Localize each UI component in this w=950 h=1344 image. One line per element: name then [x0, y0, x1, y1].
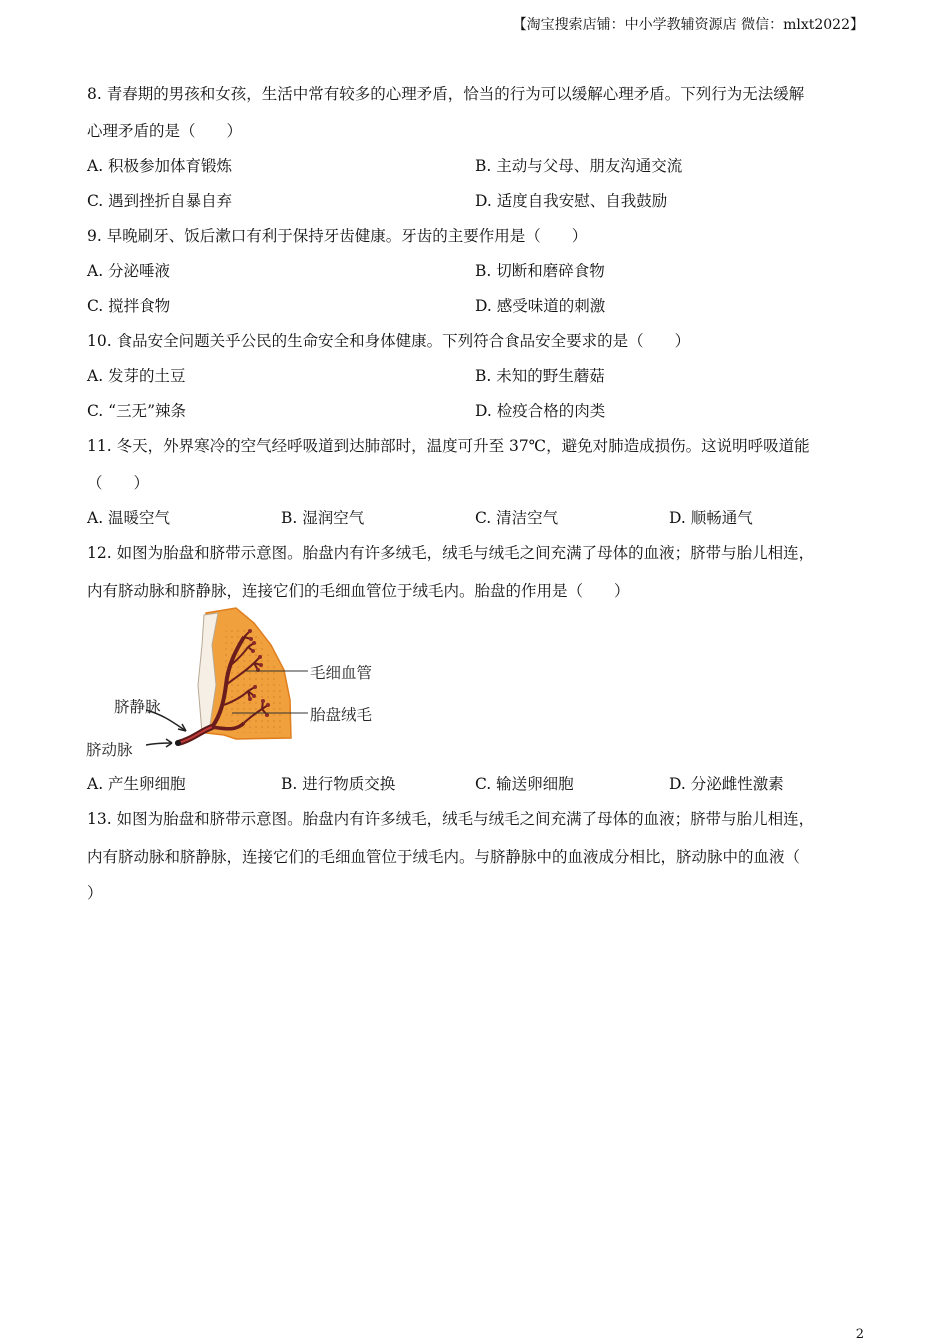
placenta-umbilical-figure — [86, 605, 396, 765]
q8-stem-line1: 8. 青春期的男孩和女孩，生活中常有较多的心理矛盾，恰当的行为可以缓解心理矛盾。下列行为无法缓解 — [87, 85, 805, 103]
q8-option-c: C. 遇到挫折自暴自弃 — [87, 192, 233, 210]
q8-option-d: D. 适度自我安慰、自我鼓励 — [475, 192, 668, 210]
q11-option-a: A. 温暖空气 — [87, 509, 171, 527]
q10-option-a: A. 发芽的土豆 — [87, 367, 186, 385]
label-umbilical-artery: 脐动脉 — [86, 741, 133, 759]
q11-stem-line1: 11. 冬天，外界寒冷的空气经呼吸道到达肺部时，温度可升至 37℃，避免对肺造成损伤。这说明呼吸道能 — [87, 437, 810, 455]
label-umbilical-vein: 脐静脉 — [114, 698, 161, 716]
page-number: 2 — [855, 1327, 864, 1342]
q11-stem-line2: （ ） — [87, 474, 150, 492]
q11-option-c: C. 清洁空气 — [475, 509, 559, 527]
q10-option-b: B. 未知的野生蘑菇 — [475, 367, 605, 385]
q9-option-c: C. 搅拌食物 — [87, 297, 171, 315]
q12-stem-line1: 12. 如图为胎盘和脐带示意图。胎盘内有许多绒毛，绒毛与绒毛之间充满了母体的血液；脐带与胎儿相连， — [87, 544, 815, 562]
q9-option-b: B. 切断和磨碎食物 — [475, 262, 605, 280]
q8-option-b: B. 主动与父母、朋友沟通交流 — [475, 157, 683, 175]
label-villi: 胎盘绒毛 — [310, 706, 373, 724]
q12-option-d: D. 分泌雌性激素 — [669, 775, 784, 793]
q12-option-a: A. 产生卵细胞 — [87, 775, 186, 793]
q10-stem: 10. 食品安全问题关乎公民的生命安全和身体健康。下列符合食品安全要求的是（ ） — [87, 332, 691, 350]
q11-option-d: D. 顺畅通气 — [669, 509, 753, 527]
q12-option-c: C. 输送卵细胞 — [475, 775, 574, 793]
q12-option-b: B. 进行物质交换 — [281, 775, 396, 793]
header-watermark: 【淘宝搜索店铺：中小学教辅资源店 微信：mlxt2022】 — [512, 17, 864, 33]
q8-option-a: A. 积极参加体育锻炼 — [87, 157, 233, 175]
q13-stem-line3: ） — [87, 884, 103, 902]
q10-option-c: C. “三无”辣条 — [87, 402, 187, 420]
q12-stem-line2: 内有脐动脉和脐静脉，连接它们的毛细血管位于绒毛内。胎盘的作用是（ ） — [87, 582, 630, 600]
label-capillary: 毛细血管 — [310, 664, 373, 682]
q13-stem-line2: 内有脐动脉和脐静脉，连接它们的毛细血管位于绒毛内。与脐静脉中的血液成分相比，脐动脉中的血液（ — [87, 848, 801, 866]
q11-option-b: B. 湿润空气 — [281, 509, 365, 527]
q10-option-d: D. 检疫合格的肉类 — [475, 402, 606, 420]
q9-option-d: D. 感受味道的刺激 — [475, 297, 606, 315]
q9-stem: 9. 早晚刷牙、饭后漱口有利于保持牙齿健康。牙齿的主要作用是（ ） — [87, 227, 588, 245]
q13-stem-line1: 13. 如图为胎盘和脐带示意图。胎盘内有许多绒毛，绒毛与绒毛之间充满了母体的血液；脐带与胎儿相连， — [87, 810, 815, 828]
q8-stem-line2: 心理矛盾的是（ ） — [87, 122, 243, 140]
q9-option-a: A. 分泌唾液 — [87, 262, 171, 280]
